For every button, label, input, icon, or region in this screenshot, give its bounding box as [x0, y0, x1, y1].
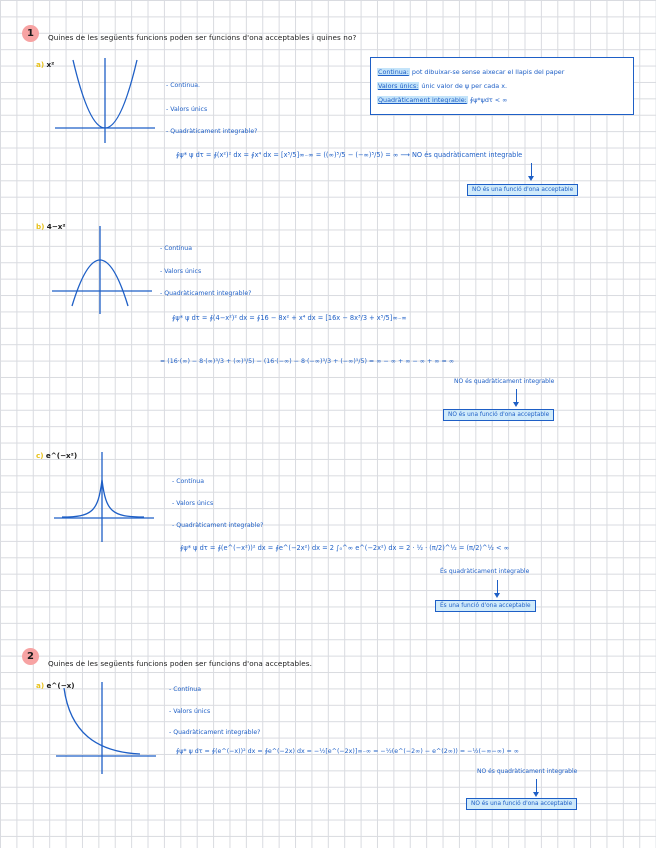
exercise-number-1: 1	[22, 25, 39, 42]
item-letter: a)	[36, 681, 45, 690]
item-letter: c)	[36, 451, 44, 460]
definitions-box	[370, 57, 634, 115]
item-1b-note: NO és quadràticament integrable	[454, 378, 555, 385]
item-letter: b)	[36, 222, 45, 231]
graph-x-squared	[55, 58, 155, 148]
def-continua-text: pot dibuixar-se sense aixecar el llapis del paper	[411, 68, 565, 76]
graph-4-minus-x-squared	[52, 226, 152, 316]
def-quad-term: Quadràticament integrable:	[378, 96, 467, 104]
item-function: e^(−x)	[46, 681, 75, 690]
item-1b-equation: ∮ψ* ψ dτ = ∮(4−x²)² dx = ∮16 − 8x² + x⁴ dx = [16x − 8x³/3 + x⁵/5]∞₋∞	[172, 314, 407, 322]
item-1a-prop-2: - Valors únics	[166, 106, 208, 113]
def-valors-text: únic valor de ψ per cada x.	[421, 82, 508, 90]
exercise-1-question: Quines de les següents funcions poden ser funcions d'ona acceptables i quines no?	[48, 33, 357, 42]
item-2a-equation: ∮ψ* ψ dτ = ∮(e^(−x))² dx = ∮e^(−2x) dx = −½[e^(−2x)]∞₋∞ = −½(e^(−2∞) − e^(2∞)) = −½(−∞−∞) = ∞	[176, 748, 520, 755]
item-1a-label	[36, 60, 54, 69]
item-1c-equation: ∮ψ* ψ dτ = ∮(e^(−x²))² dx = ∮e^(−2x²) dx = 2 ∫₀^∞ e^(−2x²) dx = 2 · ½ · (π/2)^½ = (π/2)^½ < ∞	[180, 544, 510, 552]
item-2a-prop-2: - Valors únics	[169, 708, 211, 715]
item-1b-prop-1: - Contínua	[160, 245, 193, 252]
item-function: e^(−x²)	[45, 451, 78, 460]
item-1c-prop-2: - Valors únics	[172, 500, 214, 507]
arrow-down-icon	[531, 163, 532, 177]
item-letter: a)	[36, 60, 45, 69]
exercise-2-question: Quines de les següents funcions poden ser funcions d'ona acceptables.	[48, 659, 312, 668]
item-function: x²	[46, 60, 55, 69]
item-2a-note: NO és quadràticament integrable	[477, 768, 578, 775]
item-1c-prop-1: - Contínua	[172, 478, 205, 485]
exercise-number-2: 2	[22, 648, 39, 665]
item-1a-equation: ∮ψ* ψ dτ = ∮(x²)² dx = ∮x⁴ dx = [x⁵/5]∞₋∞ = ((∞)⁵/5 − (−∞)⁵/5) = ∞ ⟶ NO és quadràticament integrable	[176, 151, 523, 159]
item-1c-result: És una funció d'ona acceptable	[435, 600, 536, 612]
item-1c-prop-3: - Quadràticament integrable?	[172, 522, 264, 529]
item-1b-equation-2: = (16·(∞) − 8·(∞)³/3 + (∞)⁵/5) − (16·(−∞) − 8·(−∞)³/3 + (−∞)⁵/5) = ∞ − ∞ + ∞ − ∞ + ∞ = ∞	[160, 358, 455, 365]
def-valors-term: Valors únics:	[378, 82, 419, 90]
def-continua-term: Continua:	[378, 68, 409, 76]
item-2a-prop-3: - Quadràticament integrable?	[169, 729, 261, 736]
item-1b-result: NO és una funció d'ona acceptable	[443, 409, 554, 421]
arrow-down-icon	[516, 389, 517, 403]
def-quad-text: ∮ψ*ψdτ < ∞	[469, 96, 508, 104]
arrow-down-icon	[536, 779, 537, 793]
graph-exp-decay	[56, 682, 156, 777]
item-1b-prop-3: - Quadràticament integrable?	[160, 290, 252, 297]
item-function: 4−x²	[46, 222, 66, 231]
item-1a-result: NO és una funció d'ona acceptable	[467, 184, 578, 196]
item-1a-prop-3: - Quadràticament integrable?	[166, 128, 258, 135]
item-2a-prop-1: - Contínua	[169, 686, 202, 693]
graph-gaussian	[54, 452, 154, 544]
item-2a-result: NO és una funció d'ona acceptable	[466, 798, 577, 810]
item-1a-prop-1: - Continua.	[166, 82, 200, 89]
item-1c-note: És quadràticament integrable	[440, 568, 530, 575]
item-1b-prop-2: - Valors únics	[160, 268, 202, 275]
arrow-down-icon	[497, 580, 498, 594]
